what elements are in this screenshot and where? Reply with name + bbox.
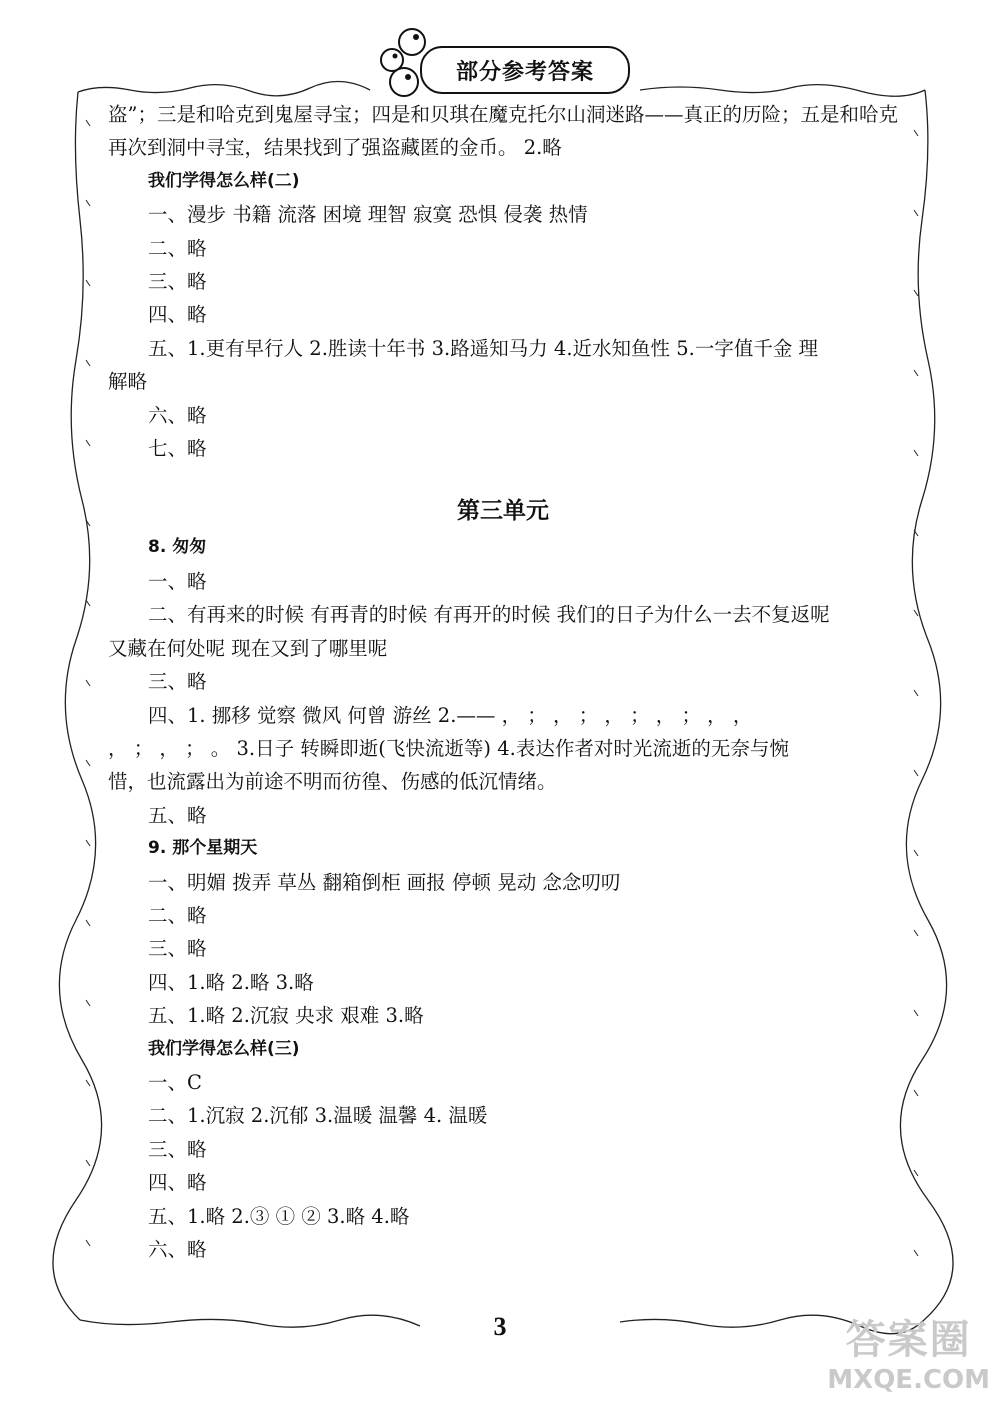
answer-line: 一、C: [148, 1070, 202, 1094]
answer-line: 二、1.沉寂 2.沉郁 3.温暖 温馨 4. 温暖: [148, 1104, 488, 1128]
answer-line: 盗”；三是和哈克到鬼屋寻宝；四是和贝琪在魔克托尔山洞迷路——真正的历险；五是和哈克: [108, 103, 898, 126]
header-title: 部分参考答案: [420, 46, 630, 94]
answer-line: 三、略: [148, 270, 207, 294]
watermark-url: MXQE.COM: [827, 1365, 990, 1395]
answer-line: 四、1.略 2.略 3.略: [148, 970, 314, 994]
answer-line: 三、略: [148, 670, 207, 694]
page-number: 3: [493, 1312, 507, 1341]
watermark-text: 答案圈: [845, 1317, 972, 1363]
answer-line: ， ； ， ； 。 3.日子 转瞬即逝(飞快流逝等) 4.表达作者对时光流逝的无奈与惋: [108, 736, 789, 760]
unit-title: 第三单元: [457, 498, 549, 525]
answer-line: 三、略: [148, 1137, 207, 1161]
answer-line: 惜，也流露出为前途不明而彷徨、伤感的低沉情绪。: [108, 770, 557, 794]
answer-line: 五、1.略 2.沉寂 央求 艰难 3.略: [148, 1004, 424, 1028]
lesson-heading: 9. 那个星期天: [148, 838, 258, 859]
answer-line: 二、略: [148, 903, 207, 927]
answer-line: 五、1.略 2.③ ① ② 3.略 4.略: [148, 1204, 410, 1228]
answer-line: 二、有再来的时候 有再青的时候 有再开的时候 我们的日子为什么一去不复返呢: [148, 603, 830, 627]
answer-line: 六、略: [148, 1238, 207, 1261]
answer-line: 再次到洞中寻宝，结果找到了强盗藏匿的金币。 2.略: [108, 136, 562, 160]
section-heading: 我们学得怎么样(三): [148, 1038, 300, 1059]
answer-line: 四、1. 挪移 觉察 微风 何曾 游丝 2.—— ， ； ， ； ， ； ， ； ， ，: [148, 703, 753, 727]
watermark: [827, 1308, 990, 1395]
answer-line: 四、略: [148, 303, 207, 327]
answer-line: 解略: [108, 370, 148, 394]
answer-line: 七、略: [148, 437, 207, 461]
section-heading: 我们学得怎么样(二): [148, 170, 300, 191]
answer-line: 一、漫步 书籍 流落 困境 理智 寂寞 恐惧 侵袭 热情: [148, 203, 588, 227]
answer-content: [108, 98, 898, 1266]
answer-line: 五、1.更有早行人 2.胜读十年书 3.路遥知马力 4.近水知鱼性 5.一字值千金 理: [148, 336, 819, 360]
answer-line: 六、略: [148, 403, 207, 427]
answer-line: 又藏在何处呢 现在又到了哪里呢: [108, 636, 388, 660]
answer-line: 一、略: [148, 569, 207, 593]
answer-line: 一、明媚 拨弄 草丛 翻箱倒柜 画报 停顿 晃动 念念叨叨: [148, 870, 621, 894]
answer-line: 四、略: [148, 1171, 207, 1195]
answer-line: 三、略: [148, 937, 207, 961]
answer-line: 五、略: [148, 803, 207, 827]
answer-line: 二、略: [148, 236, 207, 260]
lesson-heading: 8. 匆匆: [148, 537, 207, 558]
